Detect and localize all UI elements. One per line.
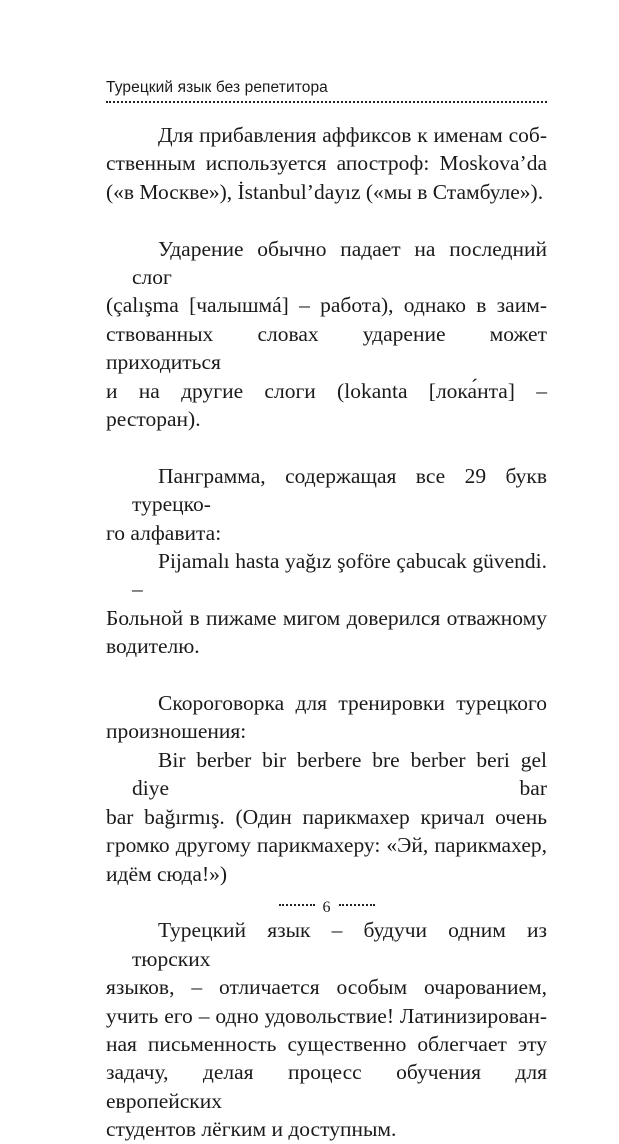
text-line: го алфавита: bbox=[106, 520, 222, 545]
text-line: учить его – одно удовольствие! Латинизирован- bbox=[106, 1003, 547, 1028]
text-line: Больной в пижаме мигом доверился отважному bbox=[106, 605, 547, 630]
text-line: Для прибавления аффиксов к именам соб- bbox=[158, 123, 547, 147]
text-line: Панграмма, содержащая все 29 букв турецко- bbox=[132, 463, 547, 517]
text-line: Bir berber bir berbere bre berber beri gel diye bar bbox=[132, 747, 547, 801]
text-line: водителю. bbox=[106, 634, 200, 659]
text-line: (çalışma [чалышмá] – работа), однако в заим- bbox=[106, 293, 547, 318]
page-number: 6 bbox=[322, 899, 331, 916]
text-line: ствованных словах ударение может приходиться bbox=[106, 321, 547, 375]
text-line: ственным используется апостроф: Moskova’da bbox=[106, 151, 547, 176]
paragraph-conclusion bbox=[106, 916, 547, 1143]
text-line: Pijamalı hasta yağız şoföre çabucak güvendi. – bbox=[132, 549, 547, 602]
text-line: Ударение обычно падает на последний слог bbox=[132, 236, 547, 290]
text-line: Турецкий язык – будучи одним из тюрских bbox=[132, 918, 547, 971]
text-line: студентов лёгким и доступным. bbox=[106, 1117, 397, 1142]
text-line: («в Москве»), İstanbul’dayız («мы в Стамбуле»). bbox=[106, 179, 544, 204]
paragraph-tongue-twister bbox=[106, 689, 547, 888]
text-line: произношения: bbox=[106, 719, 247, 744]
page-body bbox=[106, 121, 547, 1144]
text-line: языков, – отличается особым очарованием, bbox=[106, 975, 547, 1000]
text-line: задачу, делая процесс обучения для европейских bbox=[106, 1060, 547, 1113]
paragraph-apostrophe-affixes bbox=[106, 121, 547, 206]
paragraph-pangram bbox=[106, 462, 547, 661]
folio-dots-right bbox=[339, 904, 375, 906]
text-line: идём сюда!») bbox=[106, 861, 228, 886]
text-line: bar bağırmış. (Один парикмахер кричал очень bbox=[106, 804, 547, 829]
text-line: громко другому парикмахеру: «Эй, парикмахер, bbox=[106, 833, 547, 858]
running-header-title: Турецкий язык без репетитора bbox=[106, 79, 328, 96]
page-footer bbox=[106, 898, 547, 918]
text-line: и на другие слоги (lokanta [лока́нта] – ресторан). bbox=[106, 378, 547, 432]
paragraph-stress bbox=[106, 235, 547, 434]
header-dotted-rule bbox=[106, 101, 547, 103]
folio-dots-left bbox=[279, 904, 315, 906]
text-line: Скороговорка для тренировки турецкого bbox=[158, 691, 547, 716]
text-line: ная письменность существенно облегчает эту bbox=[106, 1031, 547, 1056]
